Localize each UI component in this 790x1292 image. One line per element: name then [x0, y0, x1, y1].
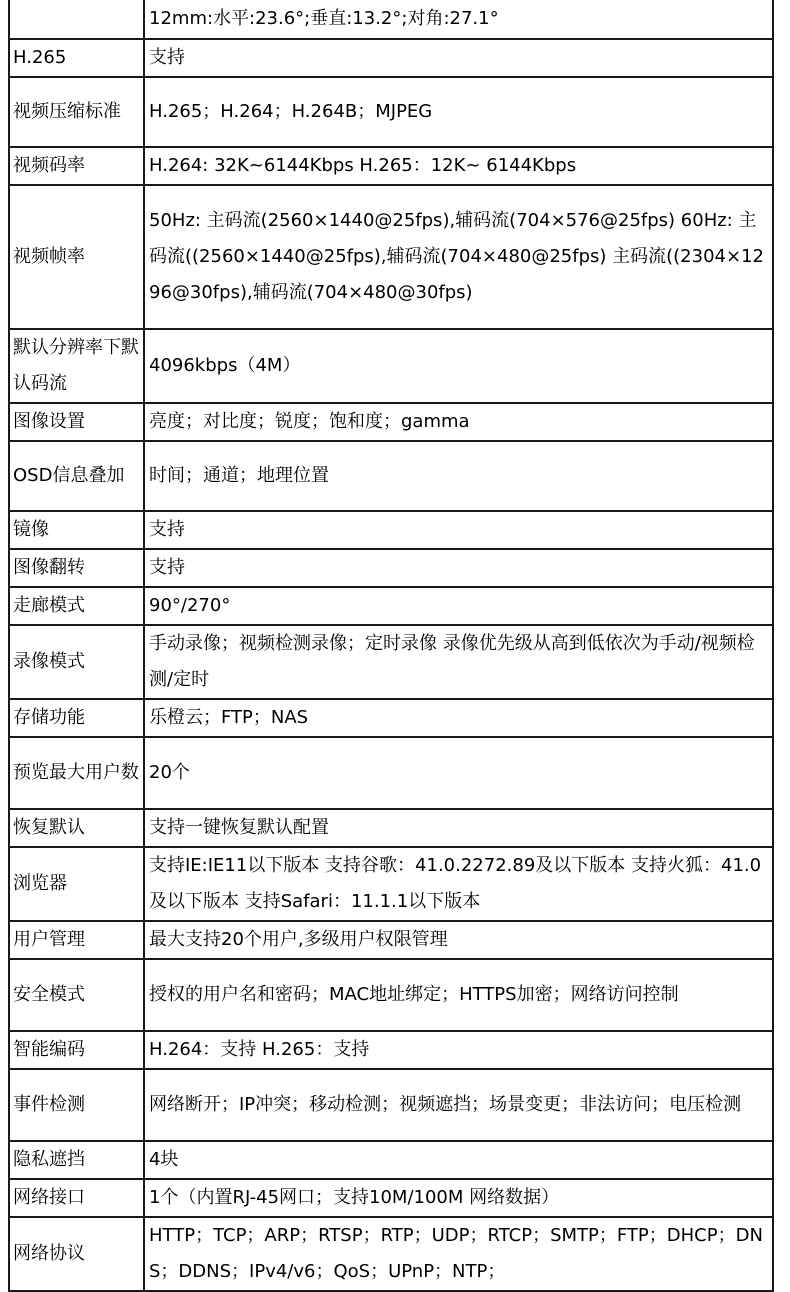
spec-row — [9, 959, 773, 1031]
spec-row — [9, 921, 773, 959]
spec-label: 存储功能 — [9, 699, 144, 737]
spec-value: H.264: 32K~6144Kbps H.265：12K~ 6144Kbps — [144, 147, 773, 185]
spec-row — [9, 403, 773, 441]
spec-label: 隐私遮挡 — [9, 1141, 144, 1179]
spec-value: 手动录像；视频检测录像；定时录像 录像优先级从高到低依次为手动/视频检测/定时 — [144, 625, 773, 699]
spec-row — [9, 1217, 773, 1291]
spec-value: 授权的用户名和密码；MAC地址绑定；HTTPS加密；网络访问控制 — [144, 959, 773, 1031]
spec-value: 90°/270° — [144, 587, 773, 625]
spec-label — [9, 0, 144, 39]
spec-value: 支持 — [144, 511, 773, 549]
spec-row — [9, 39, 773, 77]
spec-row — [9, 847, 773, 921]
spec-label: 智能编码 — [9, 1031, 144, 1069]
spec-label: 视频压缩标准 — [9, 77, 144, 147]
spec-label: 事件检测 — [9, 1069, 144, 1141]
spec-row — [9, 511, 773, 549]
spec-row — [9, 0, 773, 39]
spec-row — [9, 587, 773, 625]
spec-label: H.265 — [9, 39, 144, 77]
spec-value: H.265；H.264；H.264B；MJPEG — [144, 77, 773, 147]
spec-value: 1个（内置RJ-45网口；支持10M/100M 网络数据） — [144, 1179, 773, 1217]
spec-value: 最大支持20个用户,多级用户权限管理 — [144, 921, 773, 959]
spec-value: 12mm:水平:23.6°;垂直:13.2°;对角:27.1° — [144, 0, 773, 39]
spec-row — [9, 77, 773, 147]
spec-row — [9, 549, 773, 587]
spec-row — [9, 699, 773, 737]
spec-label: 录像模式 — [9, 625, 144, 699]
spec-label: 用户管理 — [9, 921, 144, 959]
spec-row — [9, 737, 773, 809]
spec-value: 20个 — [144, 737, 773, 809]
spec-label: 安全模式 — [9, 959, 144, 1031]
spec-value: 4096kbps（4M） — [144, 329, 773, 403]
spec-row — [9, 329, 773, 403]
spec-label: 视频帧率 — [9, 185, 144, 329]
spec-label: 镜像 — [9, 511, 144, 549]
spec-row — [9, 147, 773, 185]
spec-label: OSD信息叠加 — [9, 441, 144, 511]
spec-value: 50Hz: 主码流(2560×1440@25fps),辅码流(704×576@25fps) 60Hz: 主码流((2560×1440@25fps),辅码流(704×480@25fps) 主码流((2304×1296@30fps),辅码流(704×480@30fps) — [144, 185, 773, 329]
spec-value: 支持 — [144, 549, 773, 587]
spec-value: HTTP；TCP；ARP；RTSP；RTP；UDP；RTCP；SMTP；FTP；DHCP；DNS；DDNS；IPv4/v6；QoS；UPnP；NTP； — [144, 1217, 773, 1291]
spec-label: 默认分辨率下默认码流 — [9, 329, 144, 403]
spec-row — [9, 1179, 773, 1217]
spec-value: 乐橙云；FTP；NAS — [144, 699, 773, 737]
spec-row — [9, 1069, 773, 1141]
spec-value: 亮度；对比度；锐度；饱和度；gamma — [144, 403, 773, 441]
spec-table — [8, 0, 774, 1292]
spec-value: H.264：支持 H.265：支持 — [144, 1031, 773, 1069]
spec-value: 网络断开；IP冲突；移动检测；视频遮挡；场景变更；非法访问；电压检测 — [144, 1069, 773, 1141]
spec-label: 走廊模式 — [9, 587, 144, 625]
spec-label: 图像设置 — [9, 403, 144, 441]
spec-label: 网络协议 — [9, 1217, 144, 1291]
spec-row — [9, 441, 773, 511]
spec-value: 支持一键恢复默认配置 — [144, 809, 773, 847]
spec-table-body — [9, 0, 773, 1291]
spec-label: 预览最大用户数 — [9, 737, 144, 809]
spec-label: 视频码率 — [9, 147, 144, 185]
spec-row — [9, 1141, 773, 1179]
spec-value: 时间；通道；地理位置 — [144, 441, 773, 511]
spec-label: 浏览器 — [9, 847, 144, 921]
spec-row — [9, 625, 773, 699]
spec-label: 图像翻转 — [9, 549, 144, 587]
spec-row — [9, 185, 773, 329]
spec-row — [9, 809, 773, 847]
spec-label: 网络接口 — [9, 1179, 144, 1217]
spec-value: 4块 — [144, 1141, 773, 1179]
spec-value: 支持 — [144, 39, 773, 77]
spec-row — [9, 1031, 773, 1069]
spec-label: 恢复默认 — [9, 809, 144, 847]
spec-value: 支持IE:IE11以下版本 支持谷歌：41.0.2272.89及以下版本 支持火狐：41.0及以下版本 支持Safari：11.1.1以下版本 — [144, 847, 773, 921]
